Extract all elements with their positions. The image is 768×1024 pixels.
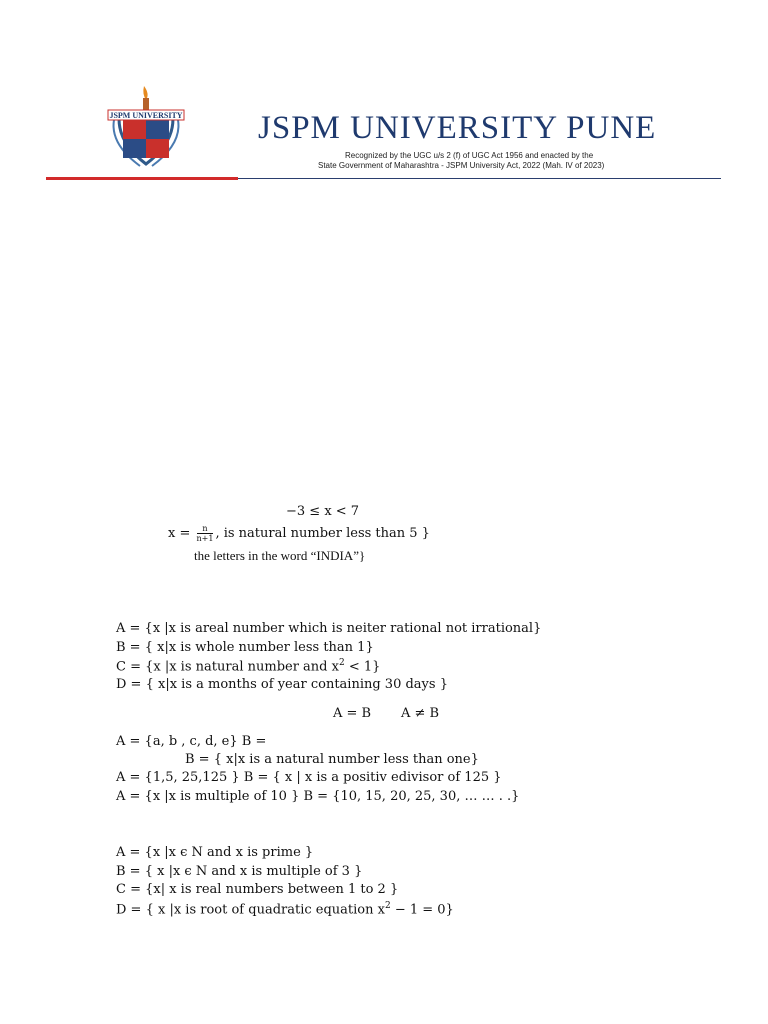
set-c-tail: < 1} [344,659,381,675]
set-c-text: C = {x |x is natural number and x [116,659,339,675]
recognition-line-2: State Government of Maharashtra - JSPM University Act, 2022 (Mah. IV of 2023) [318,161,605,170]
university-logo [100,80,192,170]
equal-sets: A = B [333,706,372,721]
set-d-text: D = { x |x is root of quadratic equation x [116,902,385,918]
fraction-denominator: n+1 [196,534,214,543]
set-c-exponent: 2 [338,658,345,668]
set-c-group2: C = {x| x is real numbers between 1 to 2 } [116,882,399,897]
set-d-tail: − 1 = 0} [390,902,454,918]
fraction-prefix: x = [168,526,195,541]
header-divider-red [46,177,238,180]
crest-icon [100,80,192,170]
university-title: JSPM UNIVERSITY PUNE [258,110,657,146]
pair-row-2: B = { x|x is a natural number less than one} [185,752,479,767]
svg-text:JSPM UNIVERSITY: JSPM UNIVERSITY [109,111,183,120]
set-b-group2: B = { x |x ϵ N and x is multiple of 3 } [116,864,363,879]
unequal-sets: A ≠ B [401,706,440,721]
recognition-line-1: Recognized by the UGC u/s 2 (f) of UGC Act 1956 and enacted by the [345,151,594,160]
pair-row-1: A = {a, b , c, d, e} B = [116,734,267,749]
set-d-group1: D = { x|x is a months of year containing 30 days } [116,677,448,692]
india-letters-line: the letters in the word “INDIA”} [194,548,366,563]
fraction [197,524,214,543]
header-divider-navy [238,178,721,179]
set-a-group2: A = {x |x ϵ N and x is prime } [116,845,314,860]
set-b-group1: B = { x|x is whole number less than 1} [116,640,374,655]
fraction-suffix: , is natural number less than 5 } [215,526,430,541]
fraction-line [168,524,430,543]
set-c-group1 [116,658,380,674]
set-d-exponent: 2 [384,901,391,911]
pair-row-4: A = {x |x is multiple of 10 } B = {10, 15, 20, 25, 30, … … . .} [116,789,520,804]
pair-row-3: A = {1,5, 25,125 } B = { x | x is a positiv edivisor of 125 } [116,770,502,785]
set-d-group2 [116,901,454,917]
inequality-line: −3 ≤ x < 7 [286,504,360,519]
set-a-group1: A = {x |x is areal number which is neiter rational not irrational} [116,621,542,636]
fraction-numerator: n [197,524,214,534]
